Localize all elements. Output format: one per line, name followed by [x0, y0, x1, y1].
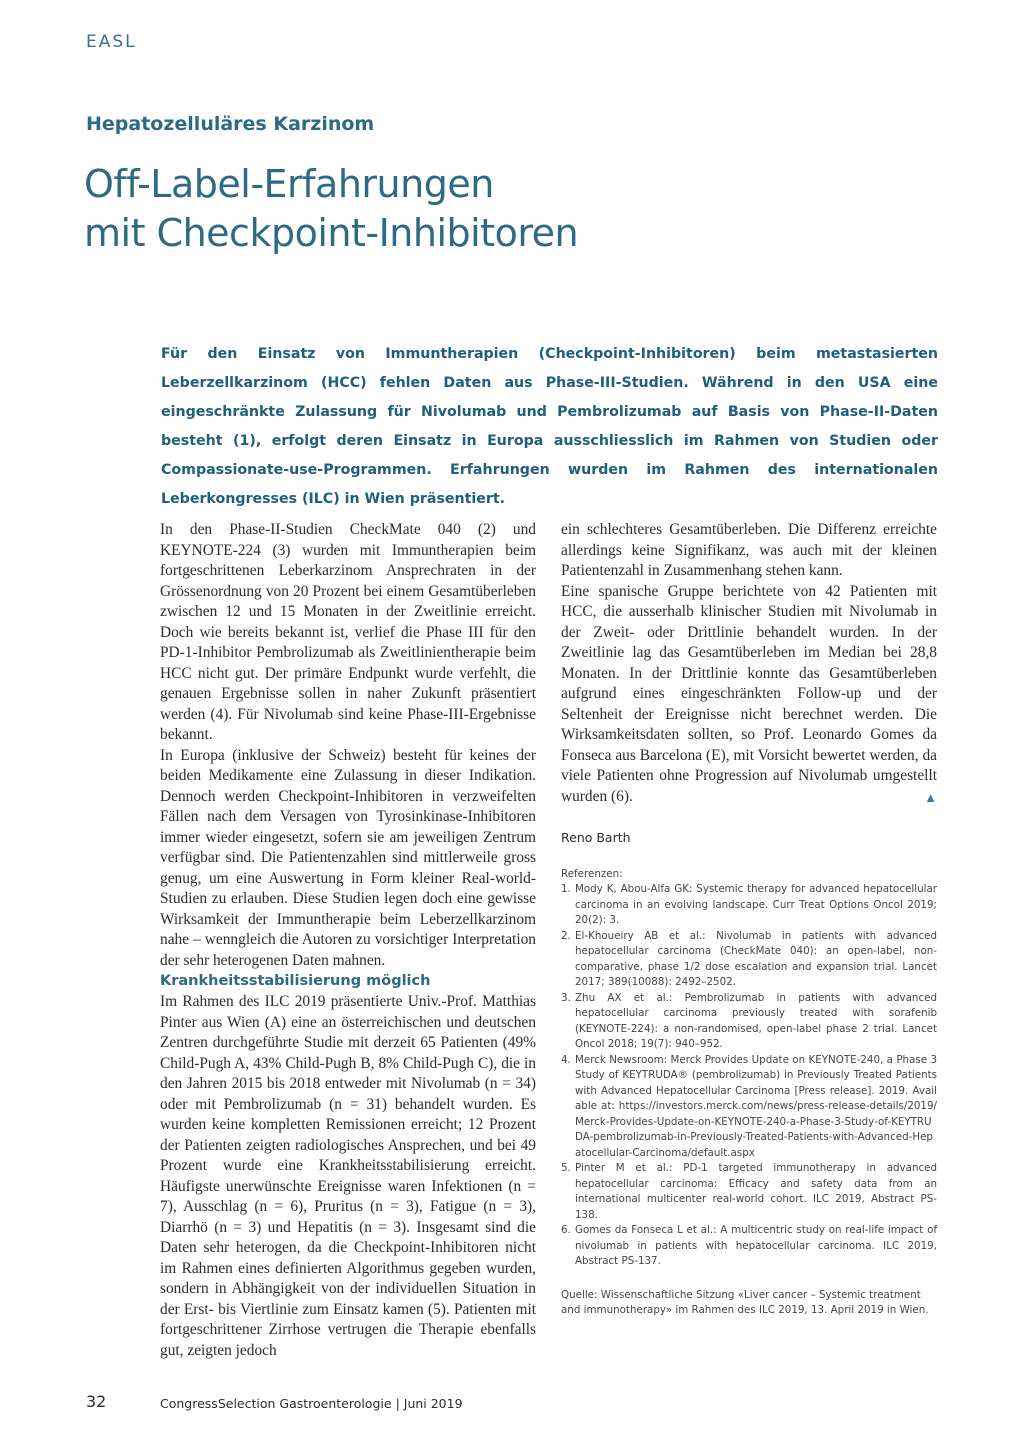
section-subheading: Krankheitsstabilisierung möglich — [160, 973, 431, 989]
reference-number: 1. — [561, 883, 571, 895]
reference-item — [561, 882, 937, 929]
body-paragraph: In Europa (inklusive der Schweiz) besteht für keines der beiden Medikamente eine Zulassung in dieser Indikation. Dennoch werden Checkpoint-Inhibitoren in verzweifelten Fällen nach dem Versagen von Tyrosinkinase-Inhibitoren immer wieder eingesetzt, sofern sie am jeweiligen Zentrum verfügbar sind. Die Patientenzahlen sind mittlerweile gross genug, um eine Auswertung in Form kleiner Real-world-Studien zu erlauben. Diese Studien legen doch eine gewisse Wirksamkeit der Immuntherapie beim Leberzellkarzinom nahe – wenngleich die Autoren zu vorsichtiger Interpretation der sehr heterogenen Daten mahnen. — [160, 746, 536, 969]
body-paragraph: In den Phase-II-Studien CheckMate 040 (2) und KEYNOTE-224 (3) wurden mit Immuntherapien beim fortgeschrittenen Leberkarzinom Ansprechraten in der Grössenordnung von 20 Prozent bei einem Gesamtüberleben zwischen 12 und 15 Monaten in der Zweitlinie erreicht. Doch wie bereits bekannt ist, verlief die Phase III für den PD-1-Inhibitor Pembrolizumab als Zweitlinientherapie beim HCC nicht gut. Der primäre Endpunkt wurde verfehlt, die genauen Ergebnisse sollen in naher Zukunft präsentiert werden (4). Für Nivolumab sind keine Phase-III-Ergebnisse bekannt. — [160, 521, 536, 743]
reference-number: 6. — [561, 1224, 571, 1236]
reference-text: Pinter M et al.: PD-1 targeted immunotherapy in advanced hepatocellular carcinoma: Efficacy and safety data from an international multicenter real-world cohort. ILC 2019, Abstract PS-138. — [575, 1162, 937, 1221]
article-kicker: Hepatozelluläres Karzinom — [86, 113, 375, 135]
source-note: Quelle: Wissenschaftliche Sitzung «Liver cancer – Systemic treatment and immunotherapy» im Rahmen des ILC 2019, 13. April 2019 in Wien. — [561, 1288, 929, 1316]
article-lead: Für den Einsatz von Immuntherapien (Checkpoint-Inhibitoren) beim metastasierten Leberzellkarzinom (HCC) fehlen Daten aus Phase-III-Studien. Während in den USA eine eingeschränkte Zulassung für Nivolumab und Pembrolizumab auf Basis von Phase-II-Daten besteht (1), erfolgt deren Einsatz in Europa ausschliesslich im Rahmen von Studien oder Compassionate-use-Programmen. Erfahrungen wurden im Rahmen des internationalen Leberkongresses (ILC) in Wien präsentiert. — [161, 346, 938, 507]
article-title-line-2: mit Checkpoint-Inhibitoren — [84, 211, 579, 255]
reference-text: Merck Newsroom: Merck Provides Update on KEYNOTE-240, a Phase 3 Study of KEYTRUDA® (pembrolizumab) in Previously Treated Patients with Advanced Hepatocellular Carcinoma [Press release]. 2019. Available at: https://investors.merck.com/news/press-release-details/2019/Merck-Provides-Update-on-KEYNOTE-240-a-Phase-3-Study-of-KEYTRUDA-pembrolizumab-in-Previously-Treated-Patients-with-Advanced-Hepatocellular-Carcinoma/default.aspx — [575, 1053, 937, 1159]
body-column-right — [561, 520, 937, 1319]
reference-number: 5. — [561, 1162, 571, 1174]
reference-text: Zhu AX et al.: Pembrolizumab in patients with advanced hepatocellular carcinoma previously treated with sorafenib (KEYNOTE-224): a non-randomised, open-label phase 2 trial. Lancet Oncol 2018; 19(7): 940–952. — [575, 991, 937, 1050]
reference-item — [561, 929, 937, 991]
body-column-left — [160, 520, 536, 1361]
publication-footer: CongressSelection Gastroenterologie | Juni 2019 — [160, 1396, 463, 1411]
references-list — [561, 882, 937, 1270]
section-tag: EASL — [86, 32, 137, 52]
author-name: Reno Barth — [561, 830, 631, 845]
body-paragraph-text: Eine spanische Gruppe berichtete von 42 Patienten mit HCC, die ausserhalb klinischer Studien mit Nivolumab in der Zweit- oder Drittlinie behandelt wurden. In der Zweitlinie lag das Gesamtüberleben im Median bei 28,8 Monaten. In der Drittlinie konnte das Gesamtüberleben aufgrund eines eingeschränkten Follow-up und der Seltenheit der Ereignisse nicht berechnet werden. Die Wirksamkeitsdaten sollten, so Prof. Leonardo Gomes da Fonseca aus Barcelona (E), mit Vorsicht bewertet werden, da viele Patienten ohne Progression auf Nivolumab umgestellt wurden (6). — [561, 582, 937, 805]
page-number: 32 — [86, 1392, 107, 1411]
reference-number: 2. — [561, 929, 571, 942]
article-title — [84, 160, 784, 258]
body-paragraph: Im Rahmen des ILC 2019 präsentierte Univ.-Prof. Matthias Pinter aus Wien (A) eine an österreichischen und deutschen Zentren durchgeführte Studie mit derzeit 65 Patienten (49% Child-Pugh A, 43% Child-Pugh B, 8% Child-Pugh C), die in den Jahren 2015 bis 2018 entweder mit Nivolumab (n = 34) oder mit Pembrolizumab (n = 31) behandelt wurden. Es wurden keine kompletten Remissionen erreicht; 12 Prozent der Patienten zeigten radiologisches Ansprechen, und bei 49 Prozent wurde eine Krankheitsstabilisierung erreicht. Häufigste unerwünschte Ereignisse waren Infektionen (n = 7), Ausschlag (n = 6), Pruritus (n = 3), Fatigue (n = 3), Diarrhö (n = 3) und Hepatitis (n = 3). Insgesamt sind die Daten sehr heterogen, da die Checkpoint-Inhibitoren nicht im Rahmen eines definierten Algorithmus gegeben wurden, sondern in Abhängigkeit von der individuellen Situation in der Erst- bis Viertlinie zum Einsatz kamen (5). Patienten mit fortgeschrittener Zirrhose vertrugen die Therapie ebenfalls gut, zeigten jedoch — [160, 993, 536, 1359]
reference-item — [561, 1053, 937, 1162]
article-title-line-1: Off-Label-Erfahrungen — [84, 162, 494, 206]
reference-text: Mody K, Abou-Alfa GK: Systemic therapy for advanced hepatocellular carcinoma in an evolving landscape. Curr Treat Options Oncol 2019; 20(2): 3. — [575, 883, 937, 926]
body-paragraph: ein schlechteres Gesamtüberleben. Die Differenz erreichte allerdings keine Signifikanz, was auch mit der kleinen Patientenzahl in Zusammenhang stehen kann. — [561, 521, 937, 579]
reference-text: El-Khoueiry AB et al.: Nivolumab in patients with advanced hepatocellular carcinoma (CheckMate 040): an open-label, non-comparative, phase 1/2 dose escalation and expansion trial. Lancet 2017; 389(10088): 2492–2502. — [575, 929, 937, 988]
references-title: Referenzen: — [561, 868, 623, 880]
reference-text: Gomes da Fonseca L et al.: A multicentric study on real-life impact of nivolumab in patients with hepatocellular carcinoma. ILC 2019, Abstract PS-137. — [575, 1224, 937, 1267]
reference-number: 4. — [561, 1053, 571, 1066]
reference-item — [561, 1223, 937, 1270]
article-end-triangle-icon: ▲ — [924, 789, 937, 805]
reference-item — [561, 1161, 937, 1223]
reference-item — [561, 991, 937, 1053]
reference-number: 3. — [561, 991, 571, 1004]
body-paragraph — [561, 582, 937, 808]
